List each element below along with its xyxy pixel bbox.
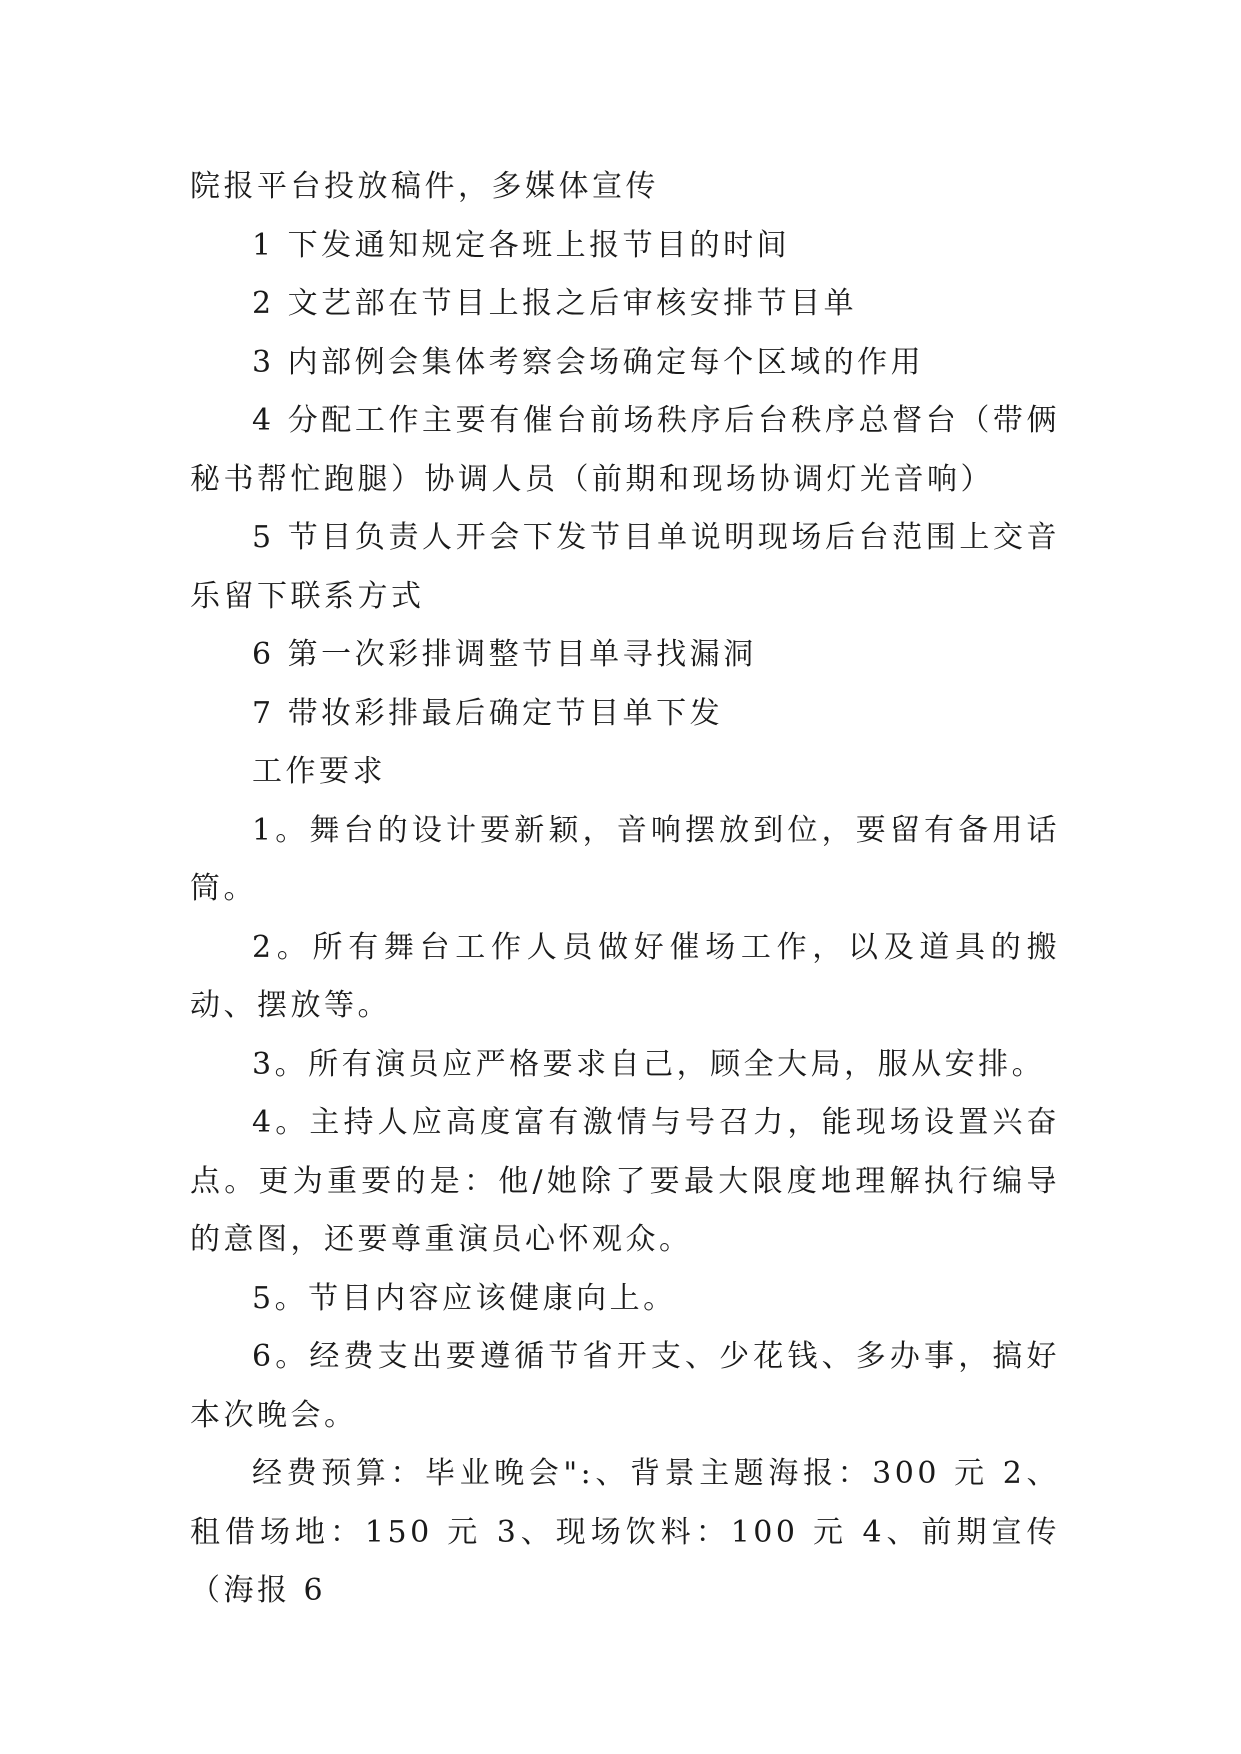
paragraph-step-3: 3 内部例会集体考察会场确定每个区域的作用: [252, 344, 925, 380]
document-body: [190, 158, 1060, 1621]
paragraph-requirement-6: 6。经费支出要遵循节省开支、少花钱、多办事，搞好本次晚会。: [190, 1339, 1060, 1433]
paragraph-step-7: 7 带妆彩排最后确定节目单下发: [252, 695, 724, 731]
paragraph-step-1: 1 下发通知规定各班上报节目的时间: [252, 227, 791, 263]
paragraph-promotion: 院报平台投放稿件，多媒体宣传: [190, 169, 659, 204]
paragraph-requirement-3: 3。所有演员应严格要求自己，顾全大局，服从安排。: [252, 1046, 1046, 1082]
paragraph-step-6: 6 第一次彩排调整节目单寻找漏洞: [252, 637, 757, 672]
section-heading-requirements: 工作要求: [252, 754, 386, 789]
paragraph-requirement-5: 5。节目内容应该健康向上。: [252, 1280, 677, 1316]
paragraph-requirement-1: 1。舞台的设计要新颖，音响摆放到位，要留有备用话筒。: [190, 812, 1060, 906]
paragraph-step-5: 5 节目负责人开会下发节目单说明现场后台范围上交音乐留下联系方式: [190, 520, 1060, 614]
paragraph-step-4: 4 分配工作主要有催台前场秩序后台秩序总督台（带俩秘书帮忙跑腿）协调人员（前期和现场协调灯光音响）: [190, 403, 1060, 497]
paragraph-step-2: 2 文艺部在节目上报之后审核安排节目单: [252, 286, 858, 321]
paragraph-budget: 经费预算：毕业晚会":、背景主题海报：300 元 2、租借场地：150 元 3、现场饮料：100 元 4、前期宣传（海报 6: [190, 1456, 1060, 1608]
paragraph-requirement-2: 2。所有舞台工作人员做好催场工作，以及道具的搬动、摆放等。: [190, 929, 1060, 1023]
paragraph-requirement-4: 4。主持人应高度富有激情与号召力，能现场设置兴奋点。更为重要的是：他/她除了要最大限度地理解执行编导的意图，还要尊重演员心怀观众。: [190, 1105, 1060, 1257]
